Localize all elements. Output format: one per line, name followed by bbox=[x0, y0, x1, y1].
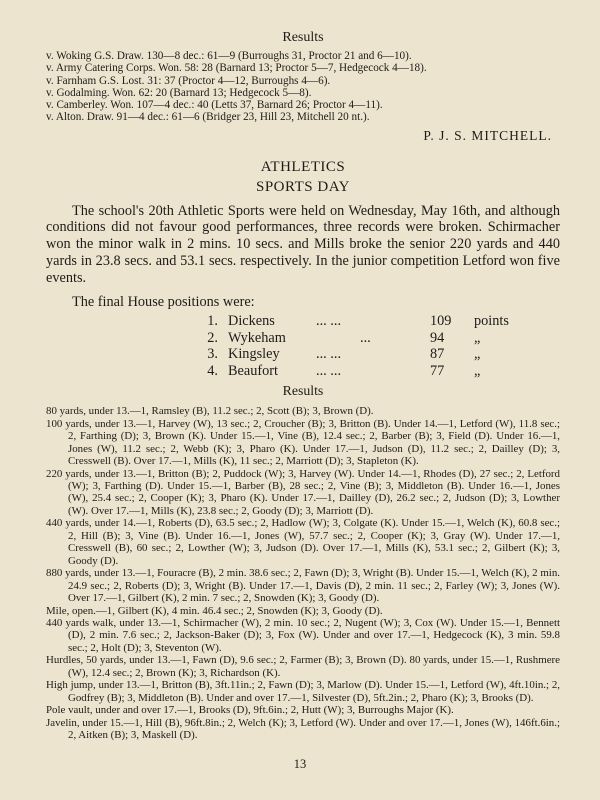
event-result: 440 yards walk, under 13.—1, Schirmacher (W), 2 min. 10 sec.; 2, Nugent (W); 3, Cox (W). Under 15.—1, Bennett (D), 2 min. 7.6 sec.; 2, Jackson-Baker (D); 3, Fox (W). Under and over 17.—1, Hedgecock (K), 3 min. 59.8 sec.; 2, Holt (D); 3, Steventon (W). bbox=[46, 617, 560, 654]
leader-dots: ... ... bbox=[316, 346, 342, 363]
event-result: 440 yards, under 14.—1, Roberts (D), 63.5 sec.; 2, Hadlow (W); 3, Colgate (K). Under 15.—1, Welch (K), 60.8 sec.; 2, Hill (B); 3, Vine (B). Under 16.—1, Jones (W), 57.7 sec.; 2, Cooper (K); 3, Gray (W). Under 17.—1, Cresswell (B), 60 sec.; 2, Lowther (W); 3, Judson (D). Over 17.—1, Mills (K), 53.1 sec.; 2, Gilbert (K); 3, Goody (D). bbox=[46, 517, 560, 567]
house-points: 77 bbox=[430, 362, 445, 379]
points-unit: points bbox=[474, 313, 509, 330]
cricket-results-list bbox=[46, 50, 560, 124]
house-points: 87 bbox=[430, 346, 445, 363]
event-result: Pole vault, under and over 17.—1, Brooks (D), 9ft.6in.; 2, Hutt (W); 3, Burroughs Major (K). bbox=[46, 704, 454, 717]
event-result: 220 yards, under 13.—1, Britton (B); 2, Puddock (W); 3, Harvey (W). Under 14.—1, Rhodes (D), 27 sec.; 2, Letford (W); 3, Farthing (D). Under 15.—1, Barber (B), 28 sec.; 2, Vine (B); 3, Middleton (B). Under 16.—1, Jones (W), 25.4 sec.; 2, Cooper (K); 3, Pharo (K). Under 17.—1, Dailley (D), 26.2 sec.; 2, Judson (D); 3, Lowther (W). Over 17.—1, Mills (K), 23.8 sec.; 2, Goody (D); 3, Marriott (D). bbox=[46, 467, 560, 517]
event-result: 80 yards, under 13.—1, Ramsley (B), 11.2 sec.; 2, Scott (B); 3, Brown (D). bbox=[46, 405, 374, 418]
house-points: 109 bbox=[430, 313, 452, 330]
event-result: 880 yards, under 13.—1, Fouracre (B), 2 min. 38.6 sec.; 2, Fawn (D); 3, Wright (B). Under 15.—1, Welch (K), 2 min. 24.9 sec.; 2, Roberts (D); 3, Wright (B). Under 17.—1, Davis (D), 2 min. 11 sec.; 2, Farley (W); 3, Jones (W). Over 17.—1, Gilbert (K), 2 min. 7 sec.; 2, Snowden (K); 3, Goody (D). bbox=[46, 567, 560, 605]
house-row bbox=[188, 330, 509, 347]
event-result: 100 yards, under 13.—1, Harvey (W), 13 sec.; 2, Croucher (B); 3, Britton (B). Under 14.—1, Letford (W), 11.8 sec.; 2, Farthing (D); 3, Brown (K). Under 15.—1, Vine (B), 12.4 sec.; 2, Barber (B); 3, Field (D). Under 16.—1, Jones (W), 11.2 sec.; 2, Webb (K); 3, Pharo (K). Under 17.—1, Judson (D), 11.2 sec.; 2, Dailley (D); 3, Cresswell (B). Over 17.—1, Mills (K), 11 sec.; 2, Marriott (D); 3, Stapleton (K). bbox=[46, 417, 560, 468]
leader-dots: ... ... bbox=[316, 362, 342, 379]
section-subtitle: SPORTS DAY bbox=[256, 178, 350, 195]
event-result: Hurdles, 50 yards, under 13.—1, Fawn (D), 9.6 sec.; 2, Farmer (B); 3, Brown (D). 80 yards, under 15.—1, Rushmere (W), 12.4 sec.; 2, Brown (K); 3, Richardson (K). bbox=[46, 654, 560, 679]
leader-dots: ... ... bbox=[316, 313, 342, 330]
house-position: 1. bbox=[207, 313, 218, 330]
house-row bbox=[188, 363, 509, 380]
cricket-result-line: v. Alton. Draw. 91—4 dec.: 61—6 (Bridger 23, Hill 23, Mitchell 20 nt.). bbox=[46, 111, 370, 124]
house-name: Dickens bbox=[228, 313, 275, 330]
house-name: Wykeham bbox=[228, 329, 286, 346]
house-name: Beaufort bbox=[228, 362, 279, 379]
cricket-result-line: v. Farnham G.S. Lost. 31: 37 (Proctor 4—12, Burroughs 4—6). bbox=[46, 74, 331, 87]
cricket-results-heading: Results bbox=[282, 30, 324, 45]
points-unit: „ bbox=[474, 362, 481, 379]
house-name: Kingsley bbox=[228, 346, 280, 363]
points-unit: „ bbox=[474, 346, 481, 363]
athletics-results-list bbox=[46, 405, 560, 741]
house-position: 2. bbox=[207, 329, 218, 346]
event-result: Javelin, under 15.—1, Hill (B), 96ft.8in.; 2, Welch (K); 3, Letford (W). Under and over 17.—1, Jones (W), 146ft.6in.; 2, Aitken (B); 3, Maskell (D). bbox=[46, 716, 560, 742]
athletics-section-heading bbox=[46, 157, 560, 197]
points-unit: „ bbox=[474, 329, 481, 346]
house-points: 94 bbox=[430, 329, 445, 346]
event-result: High jump, under 13.—1, Britton (B), 3ft.11in.; 2, Fawn (D); 3, Marlow (D). Under 15.—1, Letford (W), 4ft.10in.; 2, Godfrey (B); 3, Middleton (B). Under and over 17.—1, Silvester (D), 5ft.2in.; 2, Pharo (K); 3, Brooks (D). bbox=[46, 679, 560, 704]
house-row bbox=[188, 346, 509, 363]
cricket-result-line: v. Army Catering Corps. Won. 58: 28 (Barnard 13; Proctor 5—7, Hedgecock 4—18). bbox=[46, 62, 427, 75]
house-positions-table bbox=[188, 313, 509, 379]
section-title: ATHLETICS bbox=[260, 158, 346, 175]
house-row bbox=[188, 313, 509, 330]
author-signature: P. J. S. MITCHELL. bbox=[423, 127, 552, 143]
house-position: 4. bbox=[207, 362, 218, 379]
house-positions-intro: The final House positions were: bbox=[72, 294, 255, 311]
sports-day-paragraph: The school's 20th Athletic Sports were held on Wednesday, May 16th, and although conditions did not favour good performances, three records were broken. Schirmacher won the minor walk in 2 mins. 10 secs. and Mills broke the senior 220 yards and 440 yards in 23.8 secs. and 53.1 secs. respectively. In the junior competition Letford won five events. bbox=[46, 202, 560, 286]
event-result: Mile, open.—1, Gilbert (K), 4 min. 46.4 sec.; 2, Snowden (K); 3, Goody (D). bbox=[46, 604, 383, 617]
leader-dots: ... bbox=[360, 329, 371, 346]
cricket-result-line: v. Woking G.S. Draw. 130—8 dec.: 61—9 (Burroughs 31, Proctor 21 and 6—10). bbox=[46, 50, 412, 62]
cricket-result-line: v. Godalming. Won. 62: 20 (Barnard 13; Hedgecock 5—8). bbox=[46, 86, 312, 99]
house-position: 3. bbox=[207, 346, 218, 363]
athletics-results-heading: Results bbox=[282, 383, 324, 399]
cricket-result-line: v. Camberley. Won. 107—4 dec.: 40 (Letts 37, Barnard 26; Proctor 4—11). bbox=[46, 99, 383, 112]
page-number: 13 bbox=[293, 757, 307, 771]
